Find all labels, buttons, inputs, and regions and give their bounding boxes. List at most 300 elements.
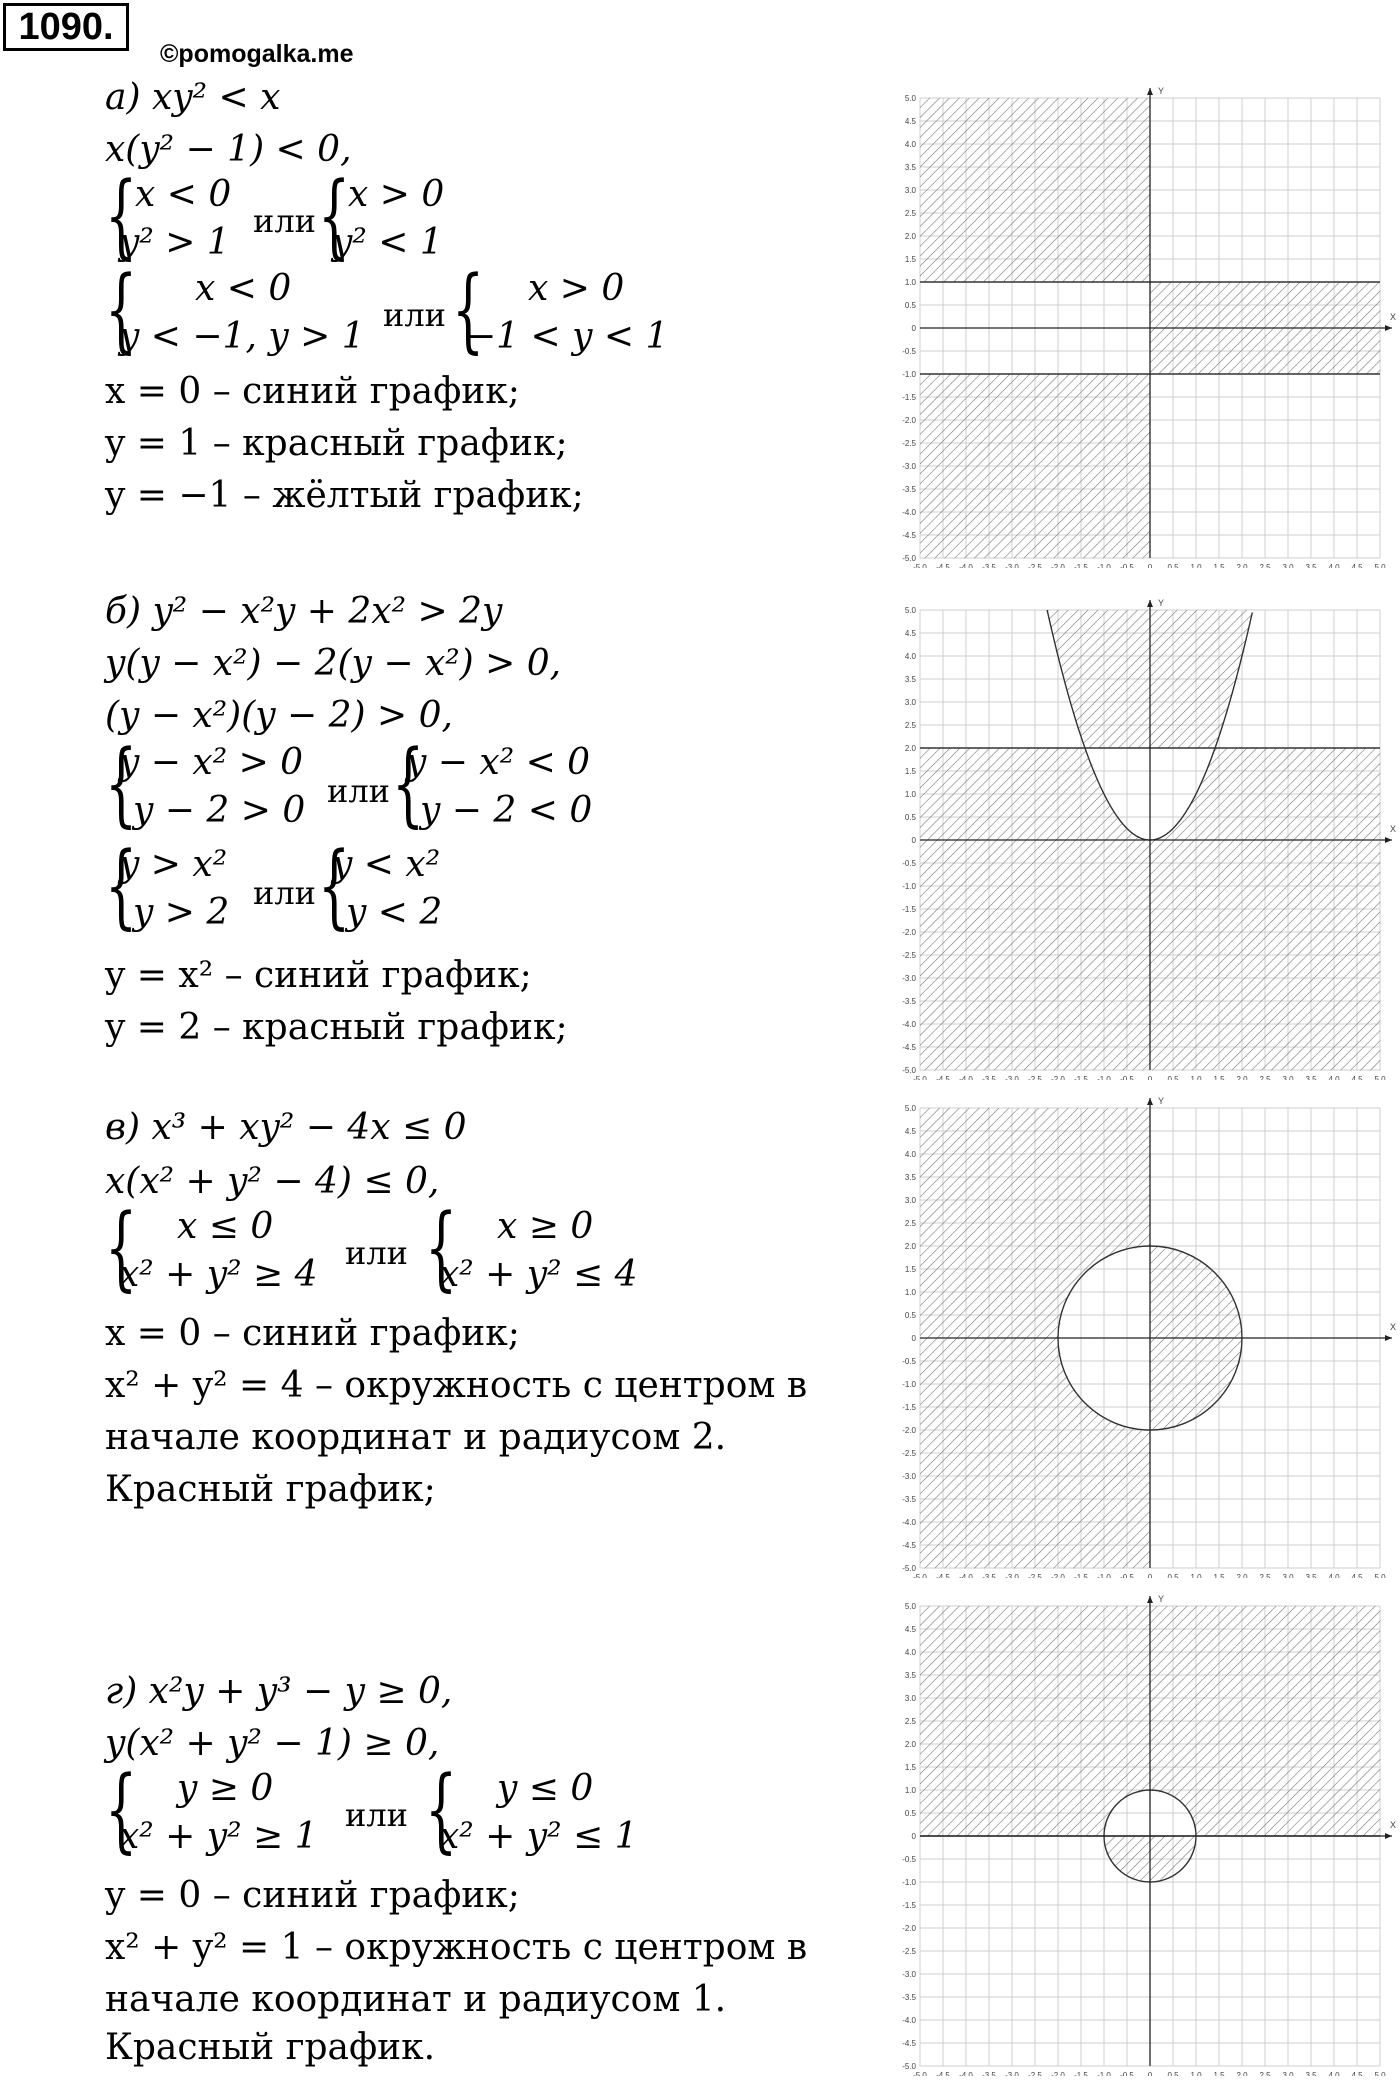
part-a-system1-left: { x < 0 y² > 1	[105, 162, 232, 269]
shade-cell	[920, 1161, 1150, 1164]
shade-cell	[920, 1110, 1150, 1113]
shade-cell	[1150, 1262, 1203, 1265]
y-tick-label: -4.0	[902, 1518, 916, 1527]
x-tick-label: -3.5	[982, 1075, 996, 1080]
y-tick-label: 4.5	[904, 117, 916, 126]
sys-line: y − x² < 0	[406, 742, 591, 783]
shade-cell	[920, 1147, 1150, 1150]
shade-cell	[1150, 1421, 1187, 1424]
shade-cell	[1150, 356, 1380, 359]
shade-cell	[1150, 296, 1380, 299]
shade-cell	[920, 1802, 1118, 1805]
shade-cell	[920, 482, 1150, 485]
shade-cell	[1212, 757, 1380, 760]
shade-cell	[920, 1400, 1084, 1403]
sys-line: y ≤ 0	[497, 1768, 594, 1809]
x-tick-label: -3.0	[1005, 1075, 1019, 1080]
shade-cell	[920, 783, 1100, 786]
shade-cell	[1201, 785, 1381, 788]
shade-cell	[1150, 1317, 1240, 1320]
shade-cell	[920, 1235, 1150, 1238]
sys-line: x ≥ 0	[497, 1206, 594, 1247]
shade-cell	[920, 1790, 1141, 1793]
shade-cell	[1205, 771, 1380, 774]
y-tick-label: -2.0	[902, 416, 916, 425]
y-tick-label: 1.0	[904, 1786, 916, 1795]
sys-line: y ≥ 0	[177, 1768, 274, 1809]
shade-cell	[1150, 1274, 1217, 1277]
x-axis-label: X	[1390, 1322, 1397, 1332]
part-g-title: г) x²y + y³ − y ≥ 0,	[105, 1671, 453, 1712]
shade-cell	[920, 753, 1088, 756]
shade-cell	[920, 445, 1150, 448]
shade-cell	[920, 1327, 1058, 1330]
y-tick-label: 0.5	[904, 813, 916, 822]
shade-cell	[920, 1246, 1137, 1249]
part-a-graph1: x = 0 – синий график;	[105, 371, 520, 412]
shade-cell	[920, 236, 1150, 239]
shade-cell	[920, 1241, 1150, 1244]
y-tick-label: 4.0	[904, 140, 916, 149]
y-tick-label: -1.0	[902, 1878, 916, 1887]
y-tick-label: 1.0	[904, 1288, 916, 1297]
y-tick-label: 4.5	[904, 1625, 916, 1634]
shade-cell	[1173, 1795, 1380, 1798]
shade-cell	[920, 146, 1150, 149]
shade-cell	[920, 1458, 1150, 1461]
shade-cell	[1194, 1822, 1381, 1825]
shade-cell	[1185, 1804, 1381, 1807]
shade-cell	[1150, 1304, 1236, 1307]
shade-cell	[1150, 1370, 1236, 1373]
shade-cell	[920, 231, 1150, 234]
shade-cell	[920, 1421, 1114, 1424]
y-tick-label: 3.0	[904, 186, 916, 195]
part-a-graph2: y = 1 – красный график;	[105, 423, 568, 464]
shade-cell	[920, 112, 1150, 115]
shade-cell	[920, 1304, 1065, 1307]
or-word: или	[253, 202, 316, 240]
part-v-system1-right: { x ≥ 0 x² + y² ≤ 4	[425, 1194, 638, 1301]
shade-cell	[920, 1117, 1150, 1120]
x-tick-label: -4.5	[936, 1075, 950, 1080]
y-tick-label: -2.0	[902, 928, 916, 937]
shade-cell	[920, 1412, 1098, 1415]
y-tick-label: -3.5	[902, 1993, 916, 2002]
shade-cell	[920, 1504, 1150, 1507]
shade-cell	[1150, 365, 1380, 368]
x-tick-label: 4.5	[1351, 1075, 1363, 1080]
shade-cell	[920, 448, 1150, 451]
shade-cell	[1212, 753, 1380, 756]
shade-cell	[920, 815, 1118, 818]
shade-cell	[920, 1481, 1150, 1484]
shade-cell	[920, 507, 1150, 510]
shade-cell	[920, 1191, 1150, 1194]
shade-cell	[920, 441, 1150, 444]
shade-cell	[920, 535, 1150, 538]
part-a-system2-left: { x < 0 y < −1, y > 1	[105, 256, 365, 363]
shade-cell	[1150, 1382, 1231, 1385]
shade-cell	[920, 275, 1150, 278]
x-tick-label: -5.0	[913, 1075, 927, 1080]
x-tick-label: 4.0	[1328, 563, 1340, 568]
x-tick-label: 0.5	[1167, 1573, 1179, 1578]
shade-cell	[1150, 1278, 1222, 1281]
shade-cell	[1196, 1827, 1380, 1830]
shade-cell	[920, 1251, 1118, 1254]
shade-cell	[1150, 1308, 1238, 1311]
shade-cell	[920, 1414, 1100, 1417]
part-v-graph2: x² + y² = 4 – окружность с центром в	[105, 1365, 808, 1406]
x-tick-label: 3.5	[1305, 1573, 1317, 1578]
shade-cell	[920, 1396, 1079, 1399]
shade-cell	[920, 1126, 1150, 1129]
shade-cell	[920, 1547, 1150, 1550]
shade-cell	[920, 1299, 1068, 1302]
x-axis-arrow	[1385, 1833, 1392, 1839]
shade-cell	[920, 1352, 1061, 1355]
shade-cell	[1150, 1386, 1229, 1389]
y-tick-label: 1.5	[904, 767, 916, 776]
part-a-title: а) xy² < x	[105, 77, 281, 118]
shade-cell	[920, 386, 1150, 389]
part-g-graph2: x² + y² = 1 – окружность с центром в	[105, 1927, 808, 1968]
shade-cell	[920, 1253, 1114, 1256]
shade-cell	[1150, 330, 1380, 333]
y-tick-label: -1.5	[902, 905, 916, 914]
shade-cell	[920, 1347, 1058, 1350]
shade-cell	[920, 1389, 1075, 1392]
shade-cell	[920, 530, 1150, 533]
shade-cell	[1150, 1324, 1242, 1327]
shade-cell	[920, 1129, 1150, 1132]
x-tick-label: -0.5	[1120, 1573, 1134, 1578]
y-tick-label: 2.0	[904, 1242, 916, 1251]
shade-cell	[920, 1315, 1061, 1318]
shade-cell	[920, 1189, 1150, 1192]
chart-v	[880, 1088, 1400, 1583]
x-tick-label: 0.5	[1167, 563, 1179, 568]
shade-cell	[920, 808, 1114, 811]
sys-line: y² > 1	[119, 222, 230, 263]
x-tick-label: -3.5	[982, 1573, 996, 1578]
shade-cell	[920, 1225, 1150, 1228]
x-tick-label: -5.0	[913, 1573, 927, 1578]
shade-cell	[920, 484, 1150, 487]
shade-cell	[920, 1829, 1104, 1832]
shade-cell	[920, 833, 1134, 836]
y-tick-label: 3.0	[904, 698, 916, 707]
shade-cell	[1208, 769, 1381, 772]
x-tick-label: -0.5	[1120, 563, 1134, 568]
shade-cell	[920, 1195, 1150, 1198]
y-tick-label: 5.0	[904, 606, 916, 615]
shade-cell	[920, 1200, 1150, 1203]
shade-cell	[920, 542, 1150, 545]
shade-cell	[920, 1432, 1150, 1435]
shade-cell	[920, 137, 1150, 140]
shade-cell	[920, 1154, 1150, 1157]
shade-cell	[1150, 1315, 1240, 1318]
shade-cell	[920, 491, 1150, 494]
shade-cell	[920, 1271, 1086, 1274]
shade-cell	[920, 1221, 1150, 1224]
x-tick-label: -1.5	[1074, 563, 1088, 568]
shade-cell	[920, 1561, 1150, 1564]
x-tick-label: -1.0	[1097, 1573, 1111, 1578]
shade-cell	[1194, 1818, 1381, 1821]
shade-cell	[920, 1536, 1150, 1539]
shade-cell	[920, 487, 1150, 490]
part-g-graph1: y = 0 – синий график;	[105, 1875, 520, 1916]
shade-cell	[920, 100, 1150, 103]
shade-cell	[1150, 1368, 1238, 1371]
x-tick-label: 1.0	[1190, 2071, 1202, 2076]
shade-cell	[920, 750, 1086, 753]
shade-cell	[920, 1214, 1150, 1217]
shade-cell	[1150, 333, 1380, 336]
sys-line: x ≤ 0	[177, 1206, 274, 1247]
sys-line: y < 2	[346, 892, 443, 933]
shade-cell	[920, 1177, 1150, 1180]
shade-cell	[920, 420, 1150, 423]
shade-cell	[1150, 1377, 1233, 1380]
chart-v-svg	[880, 1088, 1400, 1578]
shade-cell	[920, 1350, 1058, 1353]
shade-cell	[920, 1797, 1125, 1800]
y-tick-label: -3.5	[902, 1495, 916, 1504]
shade-cell	[920, 551, 1150, 554]
y-tick-label: -4.5	[902, 2039, 916, 2048]
shade-cell	[920, 116, 1150, 119]
shade-cell	[920, 1490, 1150, 1493]
shade-cell	[920, 397, 1150, 400]
shade-cell	[920, 229, 1150, 232]
shade-cell	[1150, 294, 1380, 297]
shade-cell	[920, 799, 1107, 802]
y-tick-label: -0.5	[902, 347, 916, 356]
shade-cell	[920, 266, 1150, 269]
shade-cell	[920, 1508, 1150, 1511]
shade-cell	[920, 1207, 1150, 1210]
shade-cell	[920, 432, 1150, 435]
shade-cell	[920, 436, 1150, 439]
x-tick-label: 4.5	[1351, 2071, 1363, 2076]
x-tick-label: -0.5	[1120, 1075, 1134, 1080]
shade-cell	[1150, 1281, 1224, 1284]
part-b-title: б) y² − x²y + 2x² > 2y	[105, 591, 503, 632]
shade-cell	[920, 1428, 1137, 1431]
shade-cell	[920, 1407, 1091, 1410]
shade-cell	[920, 1430, 1150, 1433]
shade-cell	[920, 149, 1150, 152]
shade-cell	[920, 1506, 1150, 1509]
shade-cell	[920, 489, 1150, 492]
y-tick-label: 1.5	[904, 255, 916, 264]
shade-cell	[1150, 289, 1380, 292]
shade-cell	[1150, 1350, 1242, 1353]
y-tick-label: -3.0	[902, 1472, 916, 1481]
x-tick-label: -4.5	[936, 1573, 950, 1578]
shade-cell	[920, 1228, 1150, 1231]
shade-cell	[920, 1343, 1058, 1346]
shade-cell	[1150, 1402, 1215, 1405]
shade-cell	[920, 762, 1091, 765]
shade-cell	[920, 789, 1102, 792]
shade-cell	[920, 1485, 1150, 1488]
x-tick-label: 3.5	[1305, 2071, 1317, 2076]
shade-cell	[1196, 792, 1380, 795]
shade-cell	[920, 1827, 1104, 1830]
x-tick-label: 2.5	[1259, 563, 1271, 568]
sys-line: y > 2	[133, 892, 230, 933]
shade-cell	[920, 121, 1150, 124]
shade-cell	[920, 1439, 1150, 1442]
shade-cell	[920, 778, 1098, 781]
x-tick-label: 0	[1147, 1573, 1153, 1578]
shade-cell	[920, 1281, 1077, 1284]
sys-line: y² < 1	[332, 222, 443, 263]
shade-cell	[1210, 762, 1381, 765]
shade-cell	[920, 512, 1150, 515]
x-tick-label: 3.5	[1305, 1075, 1317, 1080]
shade-cell	[920, 1136, 1150, 1139]
shade-cell	[1150, 1416, 1196, 1419]
shade-cell	[1150, 1389, 1226, 1392]
shade-cell	[1150, 1412, 1203, 1415]
shade-cell	[1159, 1790, 1380, 1793]
shade-cell	[920, 1446, 1150, 1449]
shade-cell	[920, 1216, 1150, 1219]
shade-cell	[920, 107, 1150, 110]
shade-cell	[920, 261, 1150, 264]
shade-cell	[920, 195, 1150, 198]
x-axis-arrow	[1385, 325, 1392, 331]
shade-cell	[1150, 1345, 1242, 1348]
shade-cell	[920, 259, 1150, 262]
shade-cell	[920, 521, 1150, 524]
shade-cell	[920, 1494, 1150, 1497]
shade-cell	[920, 471, 1150, 474]
x-axis-label: X	[1390, 312, 1397, 322]
shade-cell	[1208, 766, 1381, 769]
shade-cell	[920, 179, 1150, 182]
shade-cell	[920, 1324, 1058, 1327]
y-tick-label: -5.0	[902, 1066, 916, 1075]
shade-cell	[1171, 829, 1381, 832]
shade-cell	[920, 133, 1150, 136]
shade-cell	[1150, 1255, 1192, 1258]
x-tick-label: -5.0	[913, 2071, 927, 2076]
shade-cell	[920, 498, 1150, 501]
shade-cell	[1150, 319, 1380, 322]
shade-cell	[1150, 1331, 1242, 1334]
x-tick-label: 3.5	[1305, 563, 1317, 568]
x-tick-label: 2.5	[1259, 1075, 1271, 1080]
shade-cell	[920, 250, 1150, 253]
x-tick-label: 3.0	[1282, 563, 1294, 568]
shade-cell	[1208, 764, 1381, 767]
shade-cell	[1182, 1802, 1380, 1805]
shade-cell	[920, 1806, 1114, 1809]
shade-cell	[1150, 1267, 1210, 1270]
problem-number: 1090.	[3, 3, 129, 51]
shade-cell	[920, 427, 1150, 430]
shade-cell	[920, 1310, 1063, 1313]
shade-cell	[920, 1262, 1098, 1265]
shade-cell	[920, 1361, 1061, 1364]
shade-cell	[920, 540, 1150, 543]
shade-cell	[920, 392, 1150, 395]
shade-cell	[920, 1230, 1150, 1233]
shade-cell	[920, 1517, 1150, 1520]
shade-cell	[920, 1209, 1150, 1212]
shade-cell	[920, 1515, 1150, 1518]
shade-cell	[920, 139, 1150, 142]
shade-cell	[920, 1409, 1093, 1412]
y-tick-label: -1.0	[902, 1380, 916, 1389]
y-tick-label: -0.5	[902, 1855, 916, 1864]
shade-cell	[920, 1405, 1088, 1408]
shade-cell	[920, 1462, 1150, 1465]
y-tick-label: 2.5	[904, 1717, 916, 1726]
y-tick-label: -2.5	[902, 1449, 916, 1458]
y-tick-label: -4.5	[902, 531, 916, 540]
shade-cell	[920, 243, 1150, 246]
shade-cell	[1150, 1285, 1226, 1288]
shade-cell	[1150, 1287, 1229, 1290]
shade-cell	[920, 1283, 1077, 1286]
shade-cell	[920, 1345, 1058, 1348]
part-a-system1-right: { x > 0 y² < 1	[318, 162, 445, 269]
sys-line: x > 0	[528, 268, 625, 309]
shade-cell	[1212, 755, 1380, 758]
x-tick-label: 0	[1147, 563, 1153, 568]
shade-cell	[1150, 367, 1380, 370]
part-b-step2: (y − x²)(y − 2) > 0,	[105, 695, 453, 736]
y-tick-label: -2.0	[902, 1426, 916, 1435]
y-axis-label: Y	[1158, 1594, 1165, 1604]
or-word: или	[345, 1796, 408, 1834]
x-tick-label: 1.0	[1190, 1573, 1202, 1578]
shade-cell	[920, 549, 1150, 552]
shade-cell	[920, 1306, 1063, 1309]
shade-cell	[920, 1559, 1150, 1562]
shade-cell	[920, 819, 1121, 822]
shade-cell	[920, 480, 1150, 483]
shade-cell	[920, 241, 1150, 244]
shade-cell	[1150, 312, 1380, 315]
shade-cell	[920, 475, 1150, 478]
shade-cell	[920, 1294, 1070, 1297]
shade-cell	[1194, 796, 1381, 799]
shade-cell	[1185, 812, 1381, 815]
x-tick-label: -2.5	[1028, 563, 1042, 568]
shade-cell	[920, 218, 1150, 221]
shade-cell	[1150, 1347, 1242, 1350]
shade-cell	[1150, 1320, 1240, 1323]
shade-cell	[920, 1159, 1150, 1162]
shade-cell	[1191, 1813, 1380, 1816]
shade-cell	[920, 519, 1150, 522]
shade-cell	[920, 1811, 1111, 1814]
x-tick-label: -2.5	[1028, 1573, 1042, 1578]
shade-cell	[1203, 776, 1381, 779]
x-tick-label: -1.5	[1074, 1573, 1088, 1578]
shade-cell	[920, 1140, 1150, 1143]
x-tick-label: -1.5	[1074, 2071, 1088, 2076]
